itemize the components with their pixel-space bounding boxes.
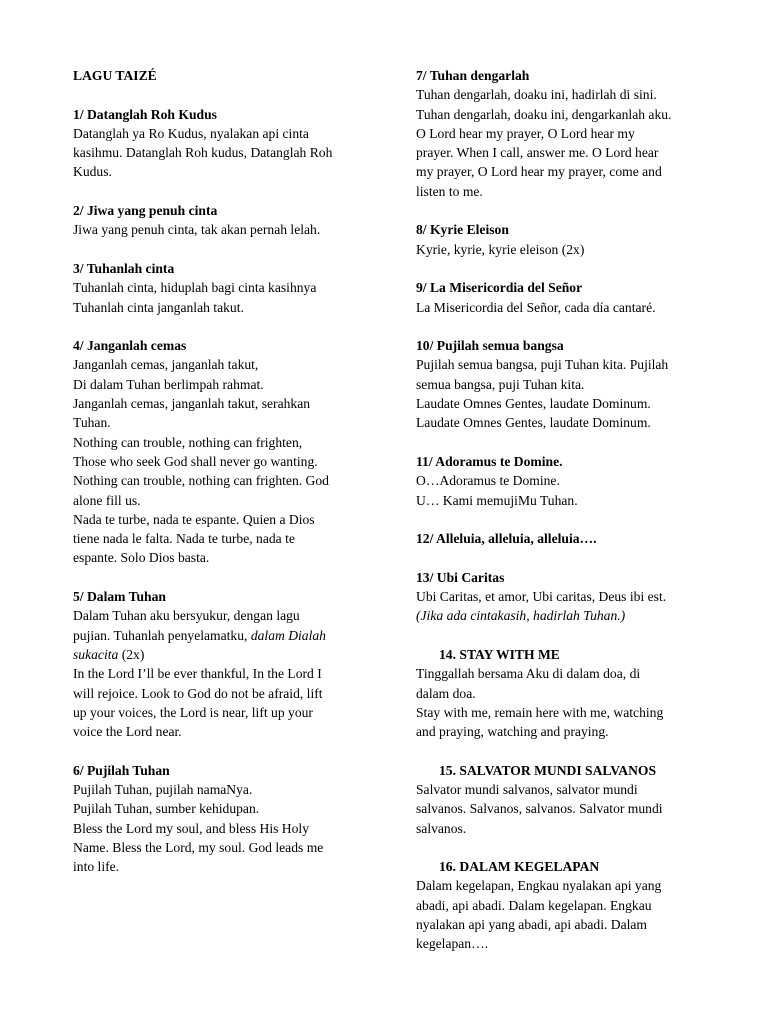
lyric-line: Laudate Omnes Gentes, laudate Dominum.	[416, 415, 651, 431]
lyric-line: Pujilah semua bangsa, puji Tuhan kita. Pujilah	[416, 357, 669, 373]
lyric-line: abadi, api abadi. Dalam kegelapan. Engkau	[416, 897, 652, 913]
lyric-line: Tuhan dengarlah, doaku ini, hadirlah di sini.	[416, 87, 657, 103]
song-1	[73, 105, 373, 182]
lyric-line: espante. Solo Dios basta.	[73, 550, 210, 566]
song-title: 15. SALVATOR MUNDI SALVANOS	[439, 762, 657, 778]
lyric-line: U… Kami memujiMu Tuhan.	[416, 492, 578, 508]
song-15	[416, 761, 716, 838]
lyric-line: Tuhan.	[73, 415, 111, 431]
song-title: 12/ Alleluia, alleluia, alleluia….	[416, 531, 597, 547]
lyric-line: O Lord hear my prayer, O Lord hear my	[416, 125, 635, 141]
lyric-line: prayer. When I call, answer me. O Lord hear	[416, 145, 659, 161]
song-4	[73, 336, 373, 568]
song-16	[416, 857, 716, 953]
lyric-line: Nothing can trouble, nothing can frighten,	[73, 434, 303, 450]
lyric-line: O…Adoramus te Domine.	[416, 473, 560, 489]
right-column	[416, 66, 716, 973]
lyric-line: listen to me.	[416, 183, 483, 199]
lyric-line: kasihmu. Datanglah Roh kudus, Datanglah Roh	[73, 145, 333, 161]
lyric-text: (2x)	[118, 646, 145, 662]
lyric-line: kegelapan….	[416, 936, 489, 952]
lyric-line: up your voices, the Lord is near, lift up your	[73, 704, 313, 720]
lyric-line: Nothing can trouble, nothing can frighten. God	[73, 473, 329, 489]
lyric-line	[73, 626, 373, 645]
lyric-line: Pujilah Tuhan, pujilah namaNya.	[73, 781, 253, 797]
lyric-line: Di dalam Tuhan berlimpah rahmat.	[73, 376, 264, 392]
lyric-line: nyalakan api yang abadi, api abadi. Dalam	[416, 917, 648, 933]
document-title: LAGU TAIZÉ	[73, 68, 157, 83]
song-title: 16. DALAM KEGELAPAN	[439, 859, 600, 875]
lyric-italic: sukacita	[73, 646, 119, 662]
song-title: 3/ Tuhanlah cinta	[73, 260, 175, 276]
song-2	[73, 201, 373, 240]
song-title: 5/ Dalam Tuhan	[73, 589, 166, 605]
song-title: 13/ Ubi Caritas	[416, 569, 505, 585]
song-14	[416, 645, 716, 741]
song-13	[416, 568, 716, 626]
lyric-line: Those who seek God shall never go wanting.	[73, 453, 318, 469]
lyric-line: salvanos.	[416, 820, 467, 836]
lyric-line: alone fill us.	[73, 492, 141, 508]
lyric-line: Tuhan dengarlah, doaku ini, dengarkanlah aku.	[416, 106, 672, 122]
song-title: 14. STAY WITH ME	[439, 646, 560, 662]
song-title: 9/ La Misericordia del Señor	[416, 280, 583, 296]
lyric-line: voice the Lord near.	[73, 724, 182, 740]
lyric-line: Pujilah Tuhan, sumber kehidupan.	[73, 801, 260, 817]
lyric-line: Janganlah cemas, janganlah takut, serahkan	[73, 396, 311, 412]
lyric-line: Tinggallah bersama Aku di dalam doa, di	[416, 666, 641, 682]
song-title: 8/ Kyrie Eleison	[416, 222, 509, 238]
song-7	[416, 66, 716, 201]
lyric-line: salvanos. Salvanos, salvanos. Salvator mundi	[416, 801, 663, 817]
song-title: 4/ Janganlah cemas	[73, 338, 187, 354]
left-column	[73, 66, 373, 896]
lyric-line	[416, 606, 716, 625]
lyric-line: Jiwa yang penuh cinta, tak akan pernah lelah.	[73, 222, 321, 238]
lyric-line: Name. Bless the Lord, my soul. God leads me	[73, 839, 324, 855]
lyric-line: In the Lord I’ll be ever thankful, In the Lord I	[73, 666, 322, 682]
lyric-line: dalam doa.	[416, 685, 476, 701]
lyric-line: semua bangsa, puji Tuhan kita.	[416, 376, 585, 392]
song-title: 1/ Datanglah Roh Kudus	[73, 106, 217, 122]
song-11	[416, 452, 716, 510]
lyric-italic: (Jika ada cintakasih, hadirlah Tuhan.)	[416, 608, 626, 624]
lyric-line: Dalam Tuhan aku bersyukur, dengan lagu	[73, 608, 300, 624]
song-title: 7/ Tuhan dengarlah	[416, 68, 530, 83]
lyric-line: Datanglah ya Ro Kudus, nyalakan api cinta	[73, 125, 309, 141]
lyric-line: Kudus.	[73, 164, 112, 180]
lyric-italic: dalam Dialah	[250, 627, 326, 643]
lyric-text: pujian. Tuhanlah penyelamatku,	[73, 627, 251, 643]
lyric-line: will rejoice. Look to God do not be afraid, lift	[73, 685, 323, 701]
song-title: 11/ Adoramus te Domine.	[416, 453, 563, 469]
lyric-line	[73, 645, 373, 664]
lyric-line: into life.	[73, 859, 120, 875]
lyric-line: Dalam kegelapan, Engkau nyalakan api yang	[416, 878, 662, 894]
song-title: 10/ Pujilah semua bangsa	[416, 338, 564, 354]
song-title: 6/ Pujilah Tuhan	[73, 762, 170, 778]
song-10	[416, 336, 716, 432]
lyric-line: La Misericordia del Señor, cada día cantaré.	[416, 299, 656, 315]
lyric-line: Nada te turbe, nada te espante. Quien a Dios	[73, 511, 315, 527]
song-3	[73, 259, 373, 317]
lyric-line: Ubi Caritas, et amor, Ubi caritas, Deus ibi est.	[416, 589, 667, 605]
lyric-line: Tuhanlah cinta, hiduplah bagi cinta kasihnya	[73, 280, 317, 296]
song-6	[73, 761, 373, 877]
lyric-line: Kyrie, kyrie, kyrie eleison (2x)	[416, 241, 585, 257]
lyric-line: Tuhanlah cinta janganlah takut.	[73, 299, 244, 315]
lyric-line: and praying, watching and praying.	[416, 724, 609, 740]
song-5	[73, 587, 373, 741]
lyric-line: Salvator mundi salvanos, salvator mundi	[416, 781, 638, 797]
song-9	[416, 278, 716, 317]
lyric-line: tiene nada le falta. Nada te turbe, nada te	[73, 531, 295, 547]
lyric-line: Stay with me, remain here with me, watching	[416, 704, 664, 720]
song-8	[416, 220, 716, 259]
lyric-line: Laudate Omnes Gentes, laudate Dominum.	[416, 396, 651, 412]
song-title: 2/ Jiwa yang penuh cinta	[73, 203, 218, 219]
song-12	[416, 529, 716, 548]
lyric-line: Janganlah cemas, janganlah takut,	[73, 357, 259, 373]
lyric-line: Bless the Lord my soul, and bless His Holy	[73, 820, 309, 836]
lyric-line: my prayer, O Lord hear my prayer, come and	[416, 164, 662, 180]
